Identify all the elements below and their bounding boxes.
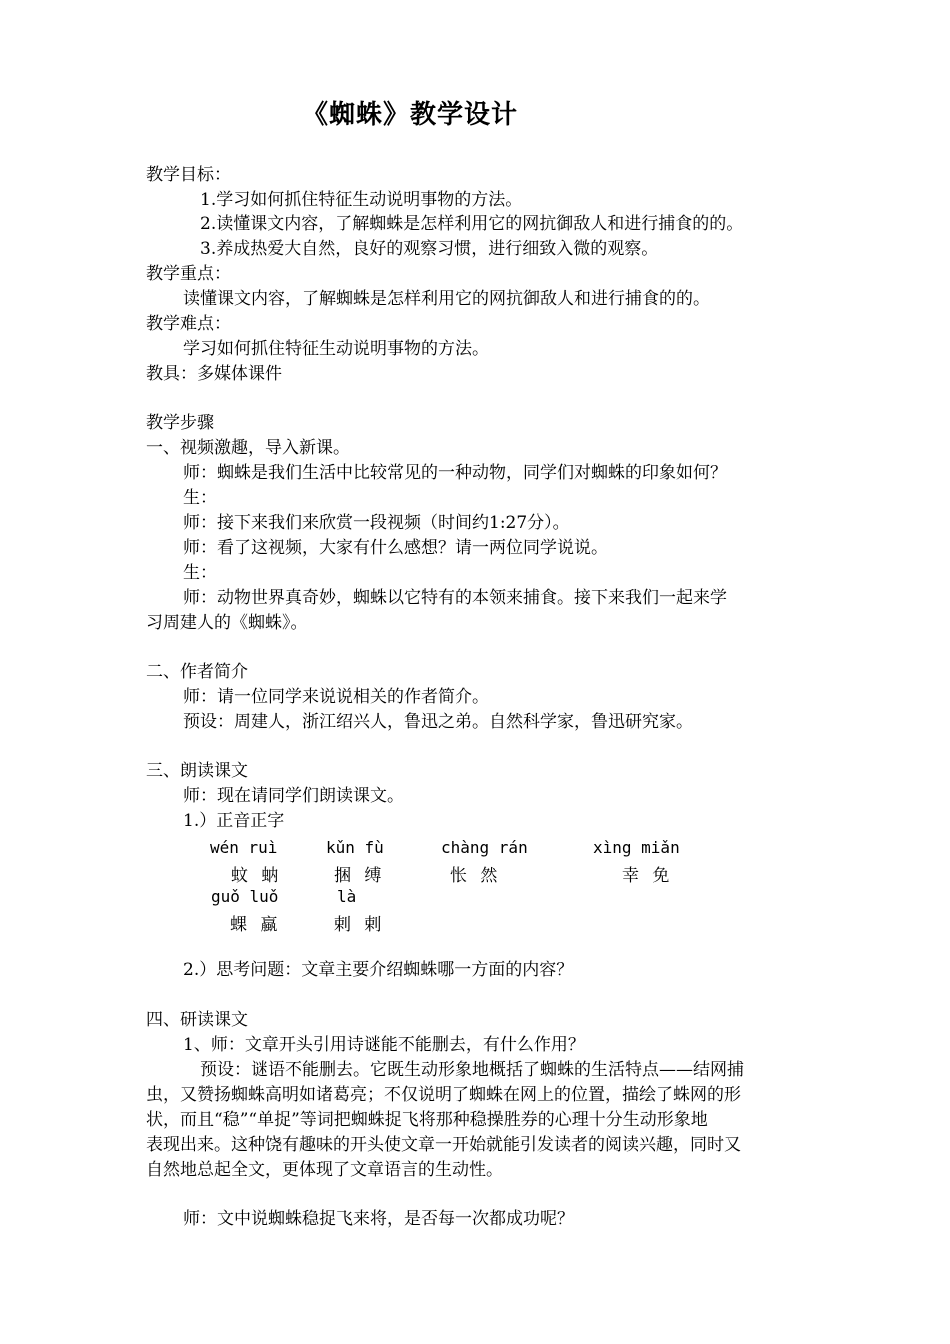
preset-answer: 预设：周建人，浙江绍兴人，鲁迅之弟。自然科学家，鲁迅研究家。 [183, 712, 693, 732]
document-title: 《蜘蛛》教学设计 [301, 100, 518, 130]
difficulty-text: 学习如何抓住特征生动说明事物的方法。 [183, 339, 489, 359]
goal-2: 2.读懂课文内容，了解蜘蛛是怎样利用它的网抗御敌人和进行捕食的的。 [200, 214, 744, 234]
heading-difficulties: 教学难点： [146, 314, 231, 334]
goal-1: 1.学习如何抓住特征生动说明事物的方法。 [200, 190, 523, 210]
vocab-chars: 剌 剌 [334, 915, 386, 935]
vocab-chars: 蚊 蚋 [231, 866, 283, 886]
subsection-question: 2.）思考问题：文章主要介绍蜘蛛哪一方面的内容？ [183, 960, 574, 980]
heading-teaching-steps: 教学步骤 [146, 413, 214, 433]
section-3-heading: 三、朗读课文 [146, 761, 248, 781]
preset-answer: 预设：谜语不能删去。它既生动形象地概括了蜘蛛的生活特点——结网捕 [200, 1060, 744, 1080]
preset-answer-continued: 表现出来。这种饶有趣味的开头使文章一开始就能引发读者的阅读兴趣，同时又 [146, 1135, 741, 1155]
dialogue-line-continued: 习周建人的《蜘蛛》。 [146, 613, 308, 633]
preset-answer-continued: 状，而且“稳”“单捉”等词把蜘蛛捉飞将那种稳操胜券的心理十分生动形象地 [146, 1110, 708, 1130]
dialogue-line: 生： [183, 563, 217, 583]
section-2-heading: 二、作者简介 [146, 662, 248, 682]
vocab-pinyin: wén ruì [210, 838, 278, 857]
dialogue-line: 师：动物世界真奇妙，蜘蛛以它特有的本领来捕食。接下来我们一起来学 [183, 588, 727, 608]
vocab-pinyin: là [337, 887, 357, 906]
dialogue-line: 师：现在请同学们朗读课文。 [183, 786, 404, 806]
vocab-pinyin: guǒ luǒ [211, 887, 279, 906]
key-point-text: 读懂课文内容，了解蜘蛛是怎样利用它的网抗御敌人和进行捕食的的。 [183, 289, 710, 309]
heading-key-points: 教学重点： [146, 264, 231, 284]
teaching-aids: 教具：多媒体课件 [146, 364, 282, 384]
heading-teaching-goals: 教学目标： [146, 165, 231, 185]
dialogue-line: 师：请一位同学来说说相关的作者简介。 [183, 687, 489, 707]
vocab-pinyin: kǔn fù [326, 838, 384, 857]
dialogue-line: 师：蜘蛛是我们生活中比较常见的一种动物，同学们对蜘蛛的印象如何？ [183, 463, 727, 483]
vocab-chars: 捆 缚 [334, 866, 386, 886]
vocab-chars: 蜾 蠃 [230, 915, 282, 935]
subsection-pronunciation: 1.）正音正字 [183, 811, 285, 831]
section-1-heading: 一、视频激趣，导入新课。 [146, 438, 350, 458]
dialogue-line: 1、师：文章开头引用诗谜能不能删去，有什么作用？ [183, 1035, 585, 1055]
vocab-chars: 怅 然 [450, 866, 502, 886]
preset-answer-continued: 虫，又赞扬蜘蛛高明如诸葛亮；不仅说明了蜘蛛在网上的位置，描绘了蛛网的形 [146, 1085, 741, 1105]
goal-3: 3.养成热爱大自然，良好的观察习惯，进行细致入微的观察。 [200, 239, 659, 259]
preset-answer-continued: 自然地总起全文，更体现了文章语言的生动性。 [146, 1160, 503, 1180]
vocab-pinyin: xìng miǎn [593, 838, 680, 857]
dialogue-line: 师：看了这视频，大家有什么感想？请一两位同学说说。 [183, 538, 608, 558]
dialogue-line: 师：接下来我们来欣赏一段视频（时间约1:27分）。 [183, 513, 570, 533]
section-4-heading: 四、研读课文 [146, 1010, 248, 1030]
vocab-pinyin: chàng rán [441, 838, 528, 857]
dialogue-line: 师：文中说蜘蛛稳捉飞来将，是否每一次都成功呢？ [183, 1209, 574, 1229]
vocab-chars: 幸 免 [622, 866, 674, 886]
dialogue-line: 生： [183, 488, 217, 508]
